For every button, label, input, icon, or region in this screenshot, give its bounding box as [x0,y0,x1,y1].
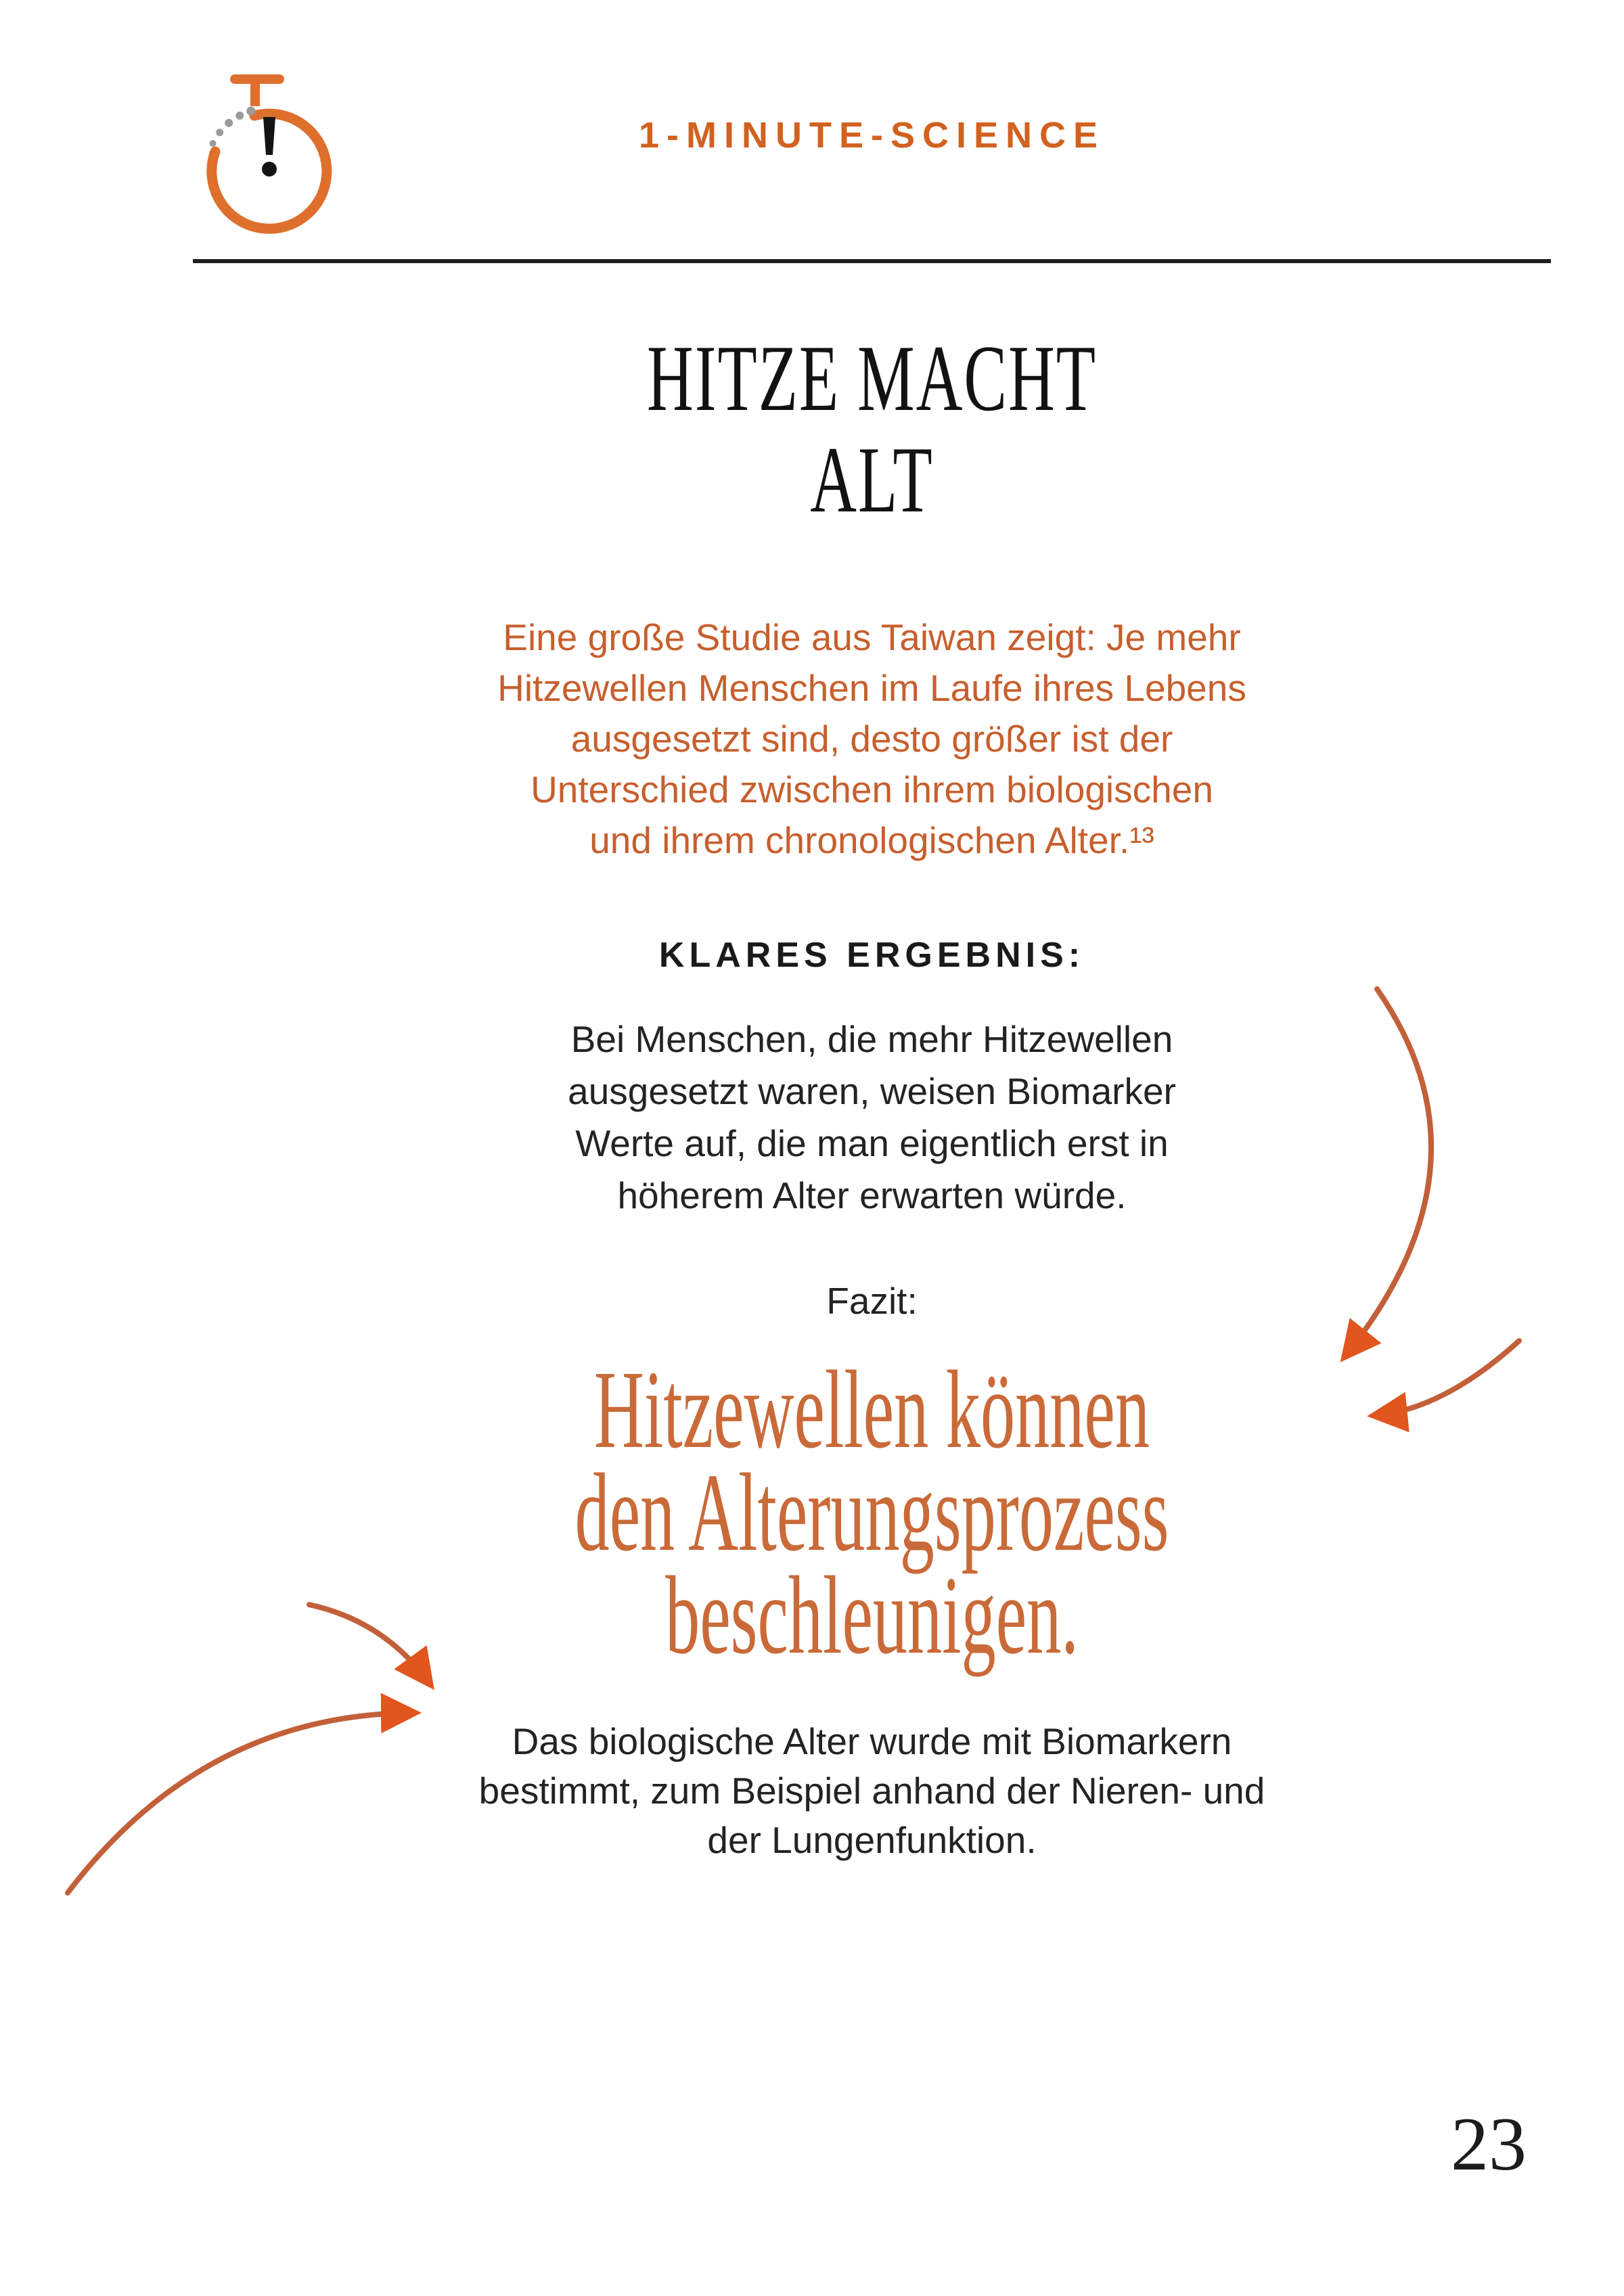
intro-line: Eine große Studie aus Taiwan zeigt: Je mehr [503,616,1241,658]
title-line: HITZE MACHT [647,326,1097,431]
result-line: höherem Alter erwarten würde. [617,1174,1127,1216]
stopwatch-icon [202,70,337,242]
section-kicker: 1-MINUTE-SCIENCE [638,115,1106,156]
intro-line: und ihrem chronologischen Alter.¹³ [589,819,1154,861]
arrow-right-small-icon [1377,1341,1519,1415]
conclusion-line: den Alterungsprozess [574,1450,1169,1574]
page-title [410,328,1334,531]
dot-icon [246,107,255,116]
method-line: bestimmt, zum Beispiel anhand der Nieren- und [478,1770,1265,1812]
conclusion-headline [451,1348,1292,1677]
method-line: der Lungenfunktion. [707,1819,1037,1861]
conclusion-label: Fazit: [826,1280,918,1322]
intro-line: Unterschied zwischen ihrem biologischen [531,768,1213,810]
exclamation-dot-icon [262,162,277,177]
intro-line: ausgesetzt sind, desto größer ist der [570,718,1173,760]
method-paragraph [193,1717,1551,1865]
intro-line: Hitzewellen Menschen im Laufe ihres Lebens [497,667,1246,709]
method-line: Das biologische Alter wurde mit Biomarkern [512,1720,1232,1762]
result-line: ausgesetzt waren, weisen Biomarker [568,1070,1176,1112]
divider-rule [193,259,1551,263]
page-number: 23 [1451,2103,1527,2186]
result-line: Werte auf, die man eigentlich erst in [575,1122,1169,1164]
intro-paragraph [193,612,1551,866]
conclusion-line: beschleunigen. [665,1553,1079,1677]
arrow-left-small-icon [309,1605,428,1682]
title-line: ALT [810,428,934,532]
stopwatch-handle-stem-icon [250,82,260,106]
result-heading: KLARES ERGEBNIS: [658,936,1085,975]
result-line: Bei Menschen, die mehr Hitzewellen [570,1018,1173,1060]
conclusion-line: Hitzewellen können [594,1348,1150,1471]
result-paragraph [193,1013,1551,1222]
